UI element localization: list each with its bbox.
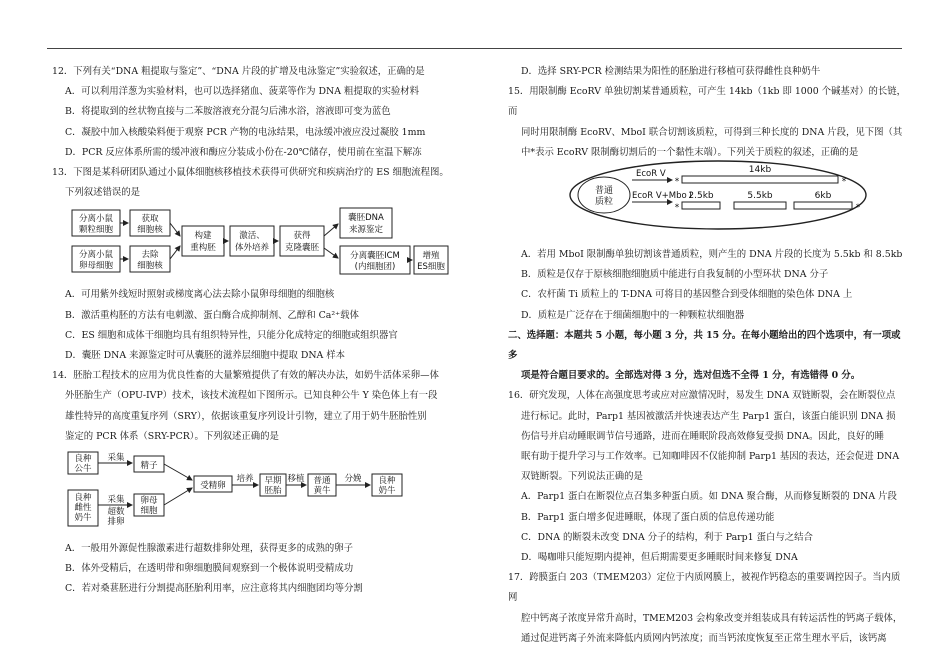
q16-option-d: D．喝咖啡只能短期内提神，但后期需要更多睡眠时间来修复 DNA [521,552,798,564]
q16-option-c: C．DNA 的断裂未改变 DNA 分子的结构，利于 Parp1 蛋白与之结合 [521,531,813,543]
section-2-title-cont: 项是符合题目要求的。全部选对得 3 分，选对但选不全得 1 分，有选错得 0 分。 [521,370,861,382]
q13-option-a: A．可用紫外线短时照射或梯度离心法去除小鼠卵母细胞的细胞核 [65,289,335,301]
q16-option-a: A．Parp1 蛋白在断裂位点召集多种蛋白质。如 DNA 聚合酶，从而修复断裂的 DNA 片段 [521,491,897,503]
q14-flowchart [64,450,424,532]
fig14-label-collect2: 采集 [107,495,125,505]
svg-text:胚胎: 胚胎 [264,486,282,496]
q12-option-d: D．PCR 反应体系所需的缓冲液和酶应分装成小份在-20℃储存，使用前在室温下解冻 [65,146,422,158]
svg-text:细胞: 细胞 [140,506,158,516]
q15-option-b: B．质粒是仅存于原核细胞细胞质中能进行自我复制的小型环状 DNA 分子 [521,269,829,281]
svg-text:卵母细胞: 卵母细胞 [78,261,114,271]
svg-text:公牛: 公牛 [74,464,92,474]
fragment-2-5kb: 2.5kb [688,191,714,201]
svg-text:雌性: 雌性 [74,503,92,513]
q15-stem-2: 同时用限制酶 EcoRV、MboI 联合切割该质粒，可得到三种长度的 DNA 片段，见下图（其 [521,126,903,138]
q15-option-d: D．质粒是广泛存在于细菌细胞中的一种颗粒状细胞器 [521,309,745,321]
q17-stem-3: 通过促进钙离子外流来降低内质网内钙浓度；而当钙浓度恢复至正常生理水平后，该钙离 [521,632,887,644]
q17-stem-2: 腔中钙离子浓度异常升高时，TMEM203 会构象改变并组装成具有转运活性的钙离子载体， [521,612,903,624]
q13-stem: 13．下图是某科研团队通过小鼠体细胞核移植技术获得可供研究和疾病治疗的 ES 细胞流程图。 [52,167,449,179]
fragment-5-5kb: 5.5kb [747,191,773,201]
svg-text:*: * [855,203,861,213]
svg-text:(内细胞团): (内细胞团) [354,262,396,272]
fig14-cow: 良种 [74,493,92,503]
svg-text:*: * [674,203,680,213]
q15-stem-1: 15．用限制酶 EcoRV 单独切割某普通质粒，可产生 14kb（1kb 即 1000 个碱基对）的长链，而 [508,86,907,118]
fig14-label-superovulation: 超数 [107,507,125,517]
q15-plasmid-diagram [568,158,874,232]
q17-stem-1: 17．跨膜蛋白 203（TMEM203）定位于内质网膜上，被视作钙稳态的重要调控因子。当内质网 [508,572,901,604]
q13-flowchart [70,206,450,278]
fragment-14kb: 14kb [748,165,772,175]
enzyme-ecorv: EcoR V [636,169,666,179]
q12-option-a: A．可以利用洋葱为实验材料，也可以选择猪血、菠菜等作为 DNA 粗提取的实验材料 [65,86,419,98]
svg-text:质粒: 质粒 [594,197,614,207]
fig14-embryo: 早期 [264,476,282,486]
fig13-box2: 获取 [141,214,159,224]
q15-stem-3: 中*表示 EcoRV 限制酶切割后的一个黏性末端）。下列关于质粒的叙述，正确的是 [521,146,859,158]
fig14-label-culture: 培养 [236,474,254,484]
fig13-box8: 囊胚DNA [348,213,384,223]
q15-option-a: A．若用 MboI 限制酶单独切割该普通质粒，则产生的 DNA 片段的长度为 5.5kb 和 8.5kb [521,249,903,261]
svg-text:克隆囊胚: 克隆囊胚 [284,243,320,253]
fig14-label-transfer: 移植 [287,474,305,484]
svg-text:排卵: 排卵 [107,517,125,527]
svg-text:*: * [841,177,847,187]
q14-option-d: D．选择 SRY-PCR 检测结果为阳性的胚胎进行移植可获得雌性良种奶牛 [521,66,821,77]
fig14-dairy-cow: 良种 [378,476,396,486]
plasmid-label: 普通 [594,186,614,196]
enzyme-ecorv-mboi: EcoR V+Mbo I [632,191,692,201]
q14-option-a: A．一般用外源促性腺激素进行超数排卵处理，获得更多的成熟的卵子 [65,543,354,555]
svg-text:*: * [674,177,680,187]
q13-option-b: B．激活重构胚的方法有电刺激、蛋白酶合成抑制剂、乙醇和 Ca²⁺载体 [65,309,359,321]
fig14-label-birth: 分娩 [344,474,362,484]
svg-text:重构胚: 重构胚 [190,243,216,253]
q16-stem-5: 双链断裂。下列说法正确的是 [521,471,643,483]
q14-stem-2: 外胚胎生产（OPU-IVP）技术，该技术流程如下图所示。已知良种公牛 Y 染色体上有一段 [65,390,438,402]
q16-stem-2: 进行标记。此时，Parp1 基因被激活并快速表达产生 Parp1 蛋白，该蛋白能识别 DNA 损 [521,410,896,422]
svg-text:颗粒细胞: 颗粒细胞 [78,225,114,235]
fig13-box6: 激活、 [239,231,265,241]
q12-option-c: C．凝胶中加入核酸染料便于观察 PCR 产物的电泳结果，电泳缓冲液应没过凝胶 1mm [65,126,426,138]
q14-stem-3: 雄性特异的高度重复序列（SRY），依据该重复序列设计引物，建立了用于奶牛胚胎性别 [65,410,427,422]
fig13-box10: 增殖 [422,251,440,261]
q16-stem-3: 伤信号并启动睡眠调节信号通路，进而在睡眠阶段高效修复受损 DNA。因此，良好的睡 [521,430,884,442]
fig13-box3: 分离小鼠 [78,250,114,260]
q14-option-c: C．若对桑葚胚进行分割提高胚胎利用率，应注意将其内细胞团均等分割 [65,583,363,595]
svg-text:来源鉴定: 来源鉴定 [348,225,384,235]
fig14-sperm: 精子 [140,461,158,471]
svg-text:细胞核: 细胞核 [137,261,163,271]
q13-option-c: C．ES 细胞和成体干细胞均具有组织特异性，只能分化成特定的细胞或组织器官 [65,329,398,341]
svg-text:奶牛: 奶牛 [74,513,92,523]
fig13-box1: 分离小鼠 [78,214,114,224]
fig14-yellow-cattle: 普通 [313,476,331,486]
q13-stem-cont: 下列叙述错误的是 [65,187,141,199]
q16-stem-4: 眠有助于提升学习与工作效率。已知咖啡因不仅能抑制 Parp1 基因的表达，还会促进 DNA [521,451,900,463]
fig13-box9: 分离囊胚ICM [350,251,400,261]
q15-option-c: C．农杆菌 Ti 质粒上的 T-DNA 可将目的基因整合到受体细胞的染色体 DNA 上 [521,289,853,301]
fig14-oocyte: 卵母 [140,496,158,506]
fig13-box4: 去除 [141,250,159,260]
q16-option-b: B．Parp1 蛋白增多促进睡眠，体现了蛋白质的信息传递功能 [521,511,775,523]
header-rule [47,48,902,49]
fig14-bull: 良种 [74,454,92,464]
q14-stem-1: 14．胚胎工程技术的应用为优良性畜的大量繁殖提供了有效的解决办法，如奶牛活体采卵—体 [52,370,439,382]
fig13-box7: 获得 [293,231,311,241]
svg-text:细胞核: 细胞核 [137,225,163,235]
q14-stem-4: 鉴定的 PCR 体系（SRY-PCR）。下列叙述正确的是 [65,430,279,442]
svg-text:黄牛: 黄牛 [313,486,331,496]
q12-stem: 12．下列有关“DNA 粗提取与鉴定”、“DNA 片段的扩增及电泳鉴定”实验叙述，正确的是 [52,66,425,77]
svg-text:体外培养: 体外培养 [234,243,270,253]
right-column [508,62,908,649]
svg-text:奶牛: 奶牛 [378,486,396,496]
q16-stem-1: 16．研究发现，人体在高强度思考或应对应激情况时，易发生 DNA 双链断裂，会在断裂位点 [508,390,896,402]
fig13-box5: 构建 [194,231,212,241]
svg-text:ES细胞: ES细胞 [417,262,445,272]
fragment-6kb: 6kb [814,191,832,201]
q12-option-b: B．将提取到的丝状物直接与二苯胺溶液充分混匀后沸水浴，溶液即可变为蓝色 [65,106,391,118]
q14-option-b: B．体外受精后，在透明带和卵细胞膜间观察到一个极体说明受精成功 [65,563,354,575]
section-2-title: 二、选择题：本题共 5 小题，每小题 3 分，共 15 分。在每小题给出的四个选项中，有一项或多 [508,329,901,362]
fig14-label-collect1: 采集 [107,453,125,463]
fig14-zygote: 受精卵 [200,481,226,491]
q13-option-d: D．囊胚 DNA 来源鉴定时可从囊胚的滋养层细胞中提取 DNA 样本 [65,350,346,362]
